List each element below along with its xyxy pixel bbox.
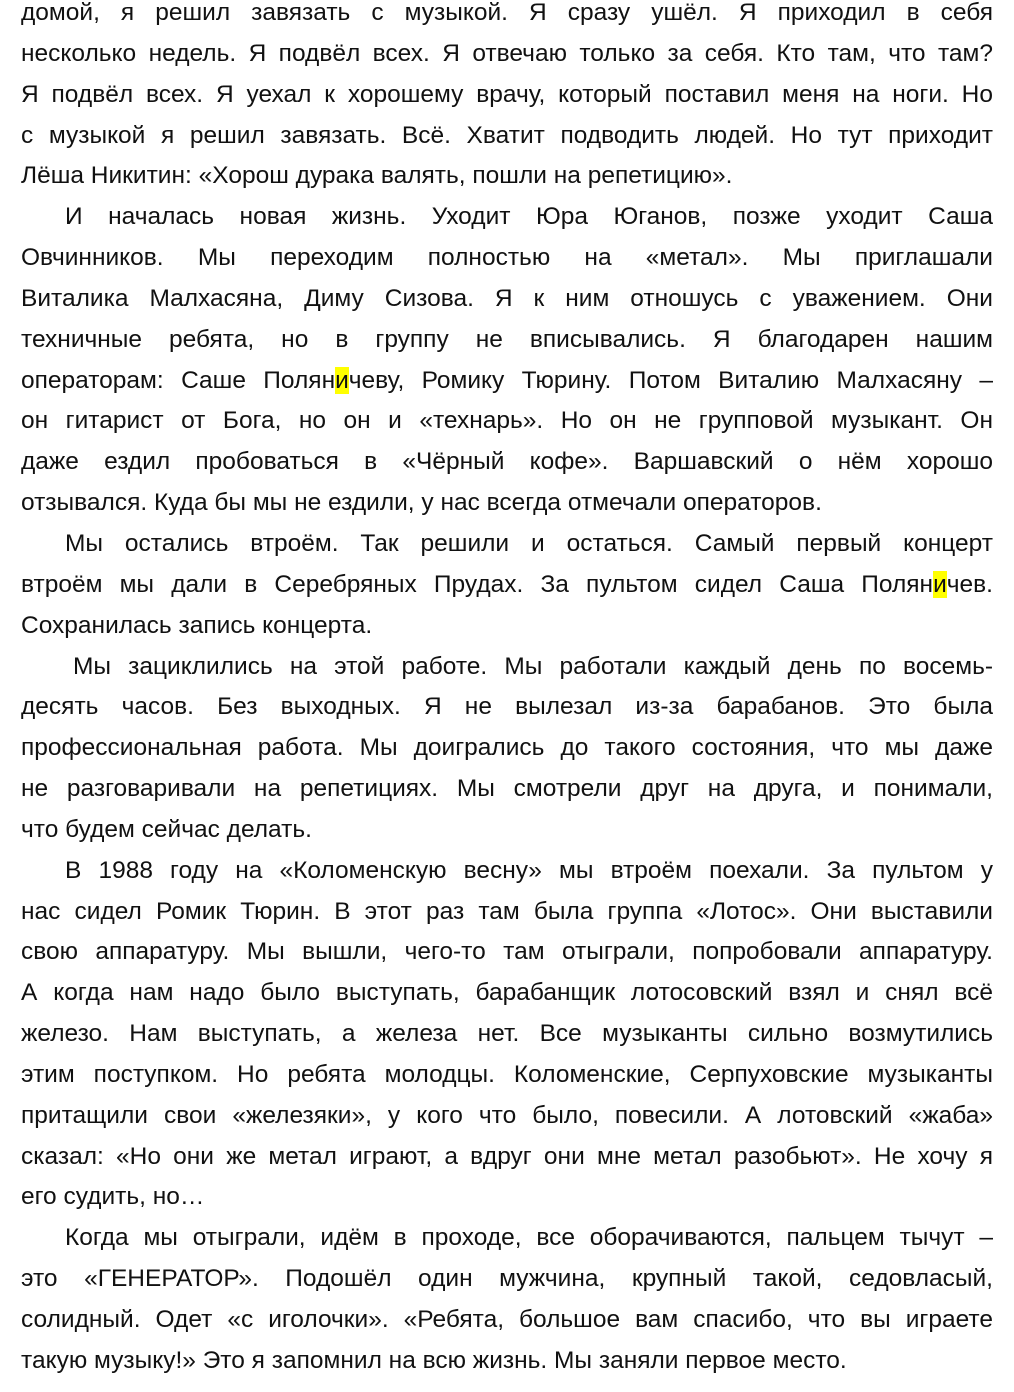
text-line bbox=[21, 238, 993, 279]
text-segment: несколько недель. Я подвёл всех. Я отвечаю только за себя. Кто там, что там? bbox=[21, 39, 993, 67]
paragraph bbox=[21, 197, 993, 524]
text-segment: домой, я решил завязать с музыкой. Я сразу ушёл. Я приходил в себя bbox=[21, 0, 993, 26]
text-line bbox=[21, 524, 993, 565]
text-line bbox=[21, 892, 993, 933]
text-segment: не разговаривали на репетициях. Мы смотрели друг на друга, и понимали, bbox=[21, 775, 993, 803]
text-segment: чеву, Ромику Тюрину. Потом Виталию Малхасяну – bbox=[348, 366, 993, 394]
text-line bbox=[21, 1096, 993, 1137]
text-line bbox=[21, 320, 993, 361]
text-segment: чев. bbox=[946, 570, 993, 598]
text-segment: Виталика Малхасяна, Диму Сизова. Я к ним отношусь с уважением. Они bbox=[21, 284, 993, 312]
text-segment: этим поступком. Но ребята молодцы. Коломенские, Серпуховские музыканты bbox=[21, 1060, 993, 1088]
text-segment: с музыкой я решил завязать. Всё. Хватит подводить людей. Но тут приходит bbox=[21, 121, 993, 149]
text-segment: что будем сейчас делать. bbox=[21, 815, 312, 843]
text-segment: притащили свои «железяки», у кого что было, повесили. А лотовский «жаба» bbox=[21, 1101, 993, 1129]
text-segment: техничные ребята, но в группу не вписывались. Я благодарен нашим bbox=[21, 325, 993, 353]
paragraph bbox=[21, 1218, 993, 1381]
text-line bbox=[21, 156, 993, 197]
text-segment: И началась новая жизнь. Уходит Юра Юганов, позже уходит Саша bbox=[65, 203, 993, 231]
text-line bbox=[21, 483, 993, 524]
text-line bbox=[21, 769, 993, 810]
paragraph bbox=[21, 851, 993, 1219]
text-segment: отзывался. Куда бы мы не ездили, у нас всегда отмечали операторов. bbox=[21, 489, 822, 517]
text-segment: Когда мы отыграли, идём в проходе, все оборачиваются, пальцем тычут – bbox=[65, 1224, 993, 1252]
text-line bbox=[21, 647, 993, 688]
text-line bbox=[21, 1300, 993, 1341]
text-segment: свою аппаратуру. Мы вышли, чего-то там отыграли, попробовали аппаратуру. bbox=[21, 938, 993, 966]
text-line bbox=[21, 810, 993, 851]
text-segment: нас сидел Ромик Тюрин. В этот раз там была группа «Лотос». Они выставили bbox=[21, 897, 993, 925]
text-segment: такую музыку!» Это я запомнил на всю жизнь. Мы заняли первое место. bbox=[21, 1346, 847, 1374]
text-line bbox=[21, 606, 993, 647]
text-line bbox=[21, 1055, 993, 1096]
text-segment: его судить, но… bbox=[21, 1183, 205, 1211]
text-line bbox=[21, 1177, 993, 1218]
text-segment: Овчинников. Мы переходим полностью на «метал». Мы приглашали bbox=[21, 244, 993, 272]
text-line bbox=[21, 401, 993, 442]
text-segment: втроём мы дали в Серебряных Прудах. За пультом сидел Саша Полян bbox=[21, 570, 934, 598]
text-line bbox=[21, 75, 993, 116]
text-line bbox=[21, 1259, 993, 1300]
text-segment: он гитарист от Бога, но он и «технарь». Но он не групповой музыкант. Он bbox=[21, 407, 993, 435]
text-segment: солидный. Одет «с иголочки». «Ребята, большое вам спасибо, что вы играете bbox=[21, 1306, 993, 1333]
text-line bbox=[21, 687, 993, 728]
text-segment: Сохранилась запись концерта. bbox=[21, 611, 373, 639]
text-line bbox=[21, 1341, 993, 1382]
text-segment: В 1988 году на «Коломенскую весну» мы втроём поехали. За пультом у bbox=[65, 856, 993, 884]
text-segment: операторам: Саше Полян bbox=[21, 366, 336, 394]
paragraph bbox=[21, 0, 993, 197]
text-segment: Мы зациклились на этой работе. Мы работали каждый день по восемь- bbox=[73, 652, 993, 680]
text-line bbox=[21, 973, 993, 1014]
paragraph bbox=[21, 647, 993, 851]
text-line bbox=[21, 1218, 993, 1259]
text-line bbox=[21, 728, 993, 769]
text-line bbox=[21, 851, 993, 892]
text-line bbox=[21, 116, 993, 157]
text-line bbox=[21, 1014, 993, 1055]
text-segment: Я подвёл всех. Я уехал к хорошему врачу, который поставил меня на ноги. Но bbox=[21, 80, 993, 108]
paragraph bbox=[21, 524, 993, 647]
text-line bbox=[21, 0, 993, 34]
text-segment: профессиональная работа. Мы доигрались до такого состояния, что мы даже bbox=[21, 734, 993, 762]
text-segment: сказал: «Но они же метал играют, а вдруг они мне метал разобьют». Не хочу я bbox=[21, 1142, 993, 1170]
text-segment: железо. Нам выступать, а железа нет. Все музыканты сильно возмутились bbox=[21, 1020, 993, 1048]
text-line bbox=[21, 279, 993, 320]
text-line bbox=[21, 34, 993, 75]
text-line bbox=[21, 361, 993, 402]
text-segment: даже ездил пробоваться в «Чёрный кофе». Варшавский о нём хорошо bbox=[21, 448, 993, 476]
text-segment: десять часов. Без выходных. Я не вылезал из-за барабанов. Это была bbox=[21, 693, 993, 721]
text-line bbox=[21, 932, 993, 973]
highlighted-text: и bbox=[933, 570, 947, 598]
text-segment: Мы остались втроём. Так решили и остаться. Самый первый концерт bbox=[65, 529, 993, 557]
text-line bbox=[21, 565, 993, 606]
text-segment: это «ГЕНЕРАТОР». Подошёл один мужчина, крупный такой, седовласый, bbox=[21, 1265, 993, 1293]
text-segment: Лёша Никитин: «Хорош дурака валять, пошли на репетицию». bbox=[21, 162, 733, 190]
text-line bbox=[21, 1137, 993, 1178]
highlighted-text: и bbox=[335, 366, 349, 394]
document-page bbox=[21, 0, 993, 1382]
text-segment: А когда нам надо было выступать, барабанщик лотосовский взял и снял всё bbox=[21, 979, 993, 1007]
text-line bbox=[21, 197, 993, 238]
text-line bbox=[21, 442, 993, 483]
